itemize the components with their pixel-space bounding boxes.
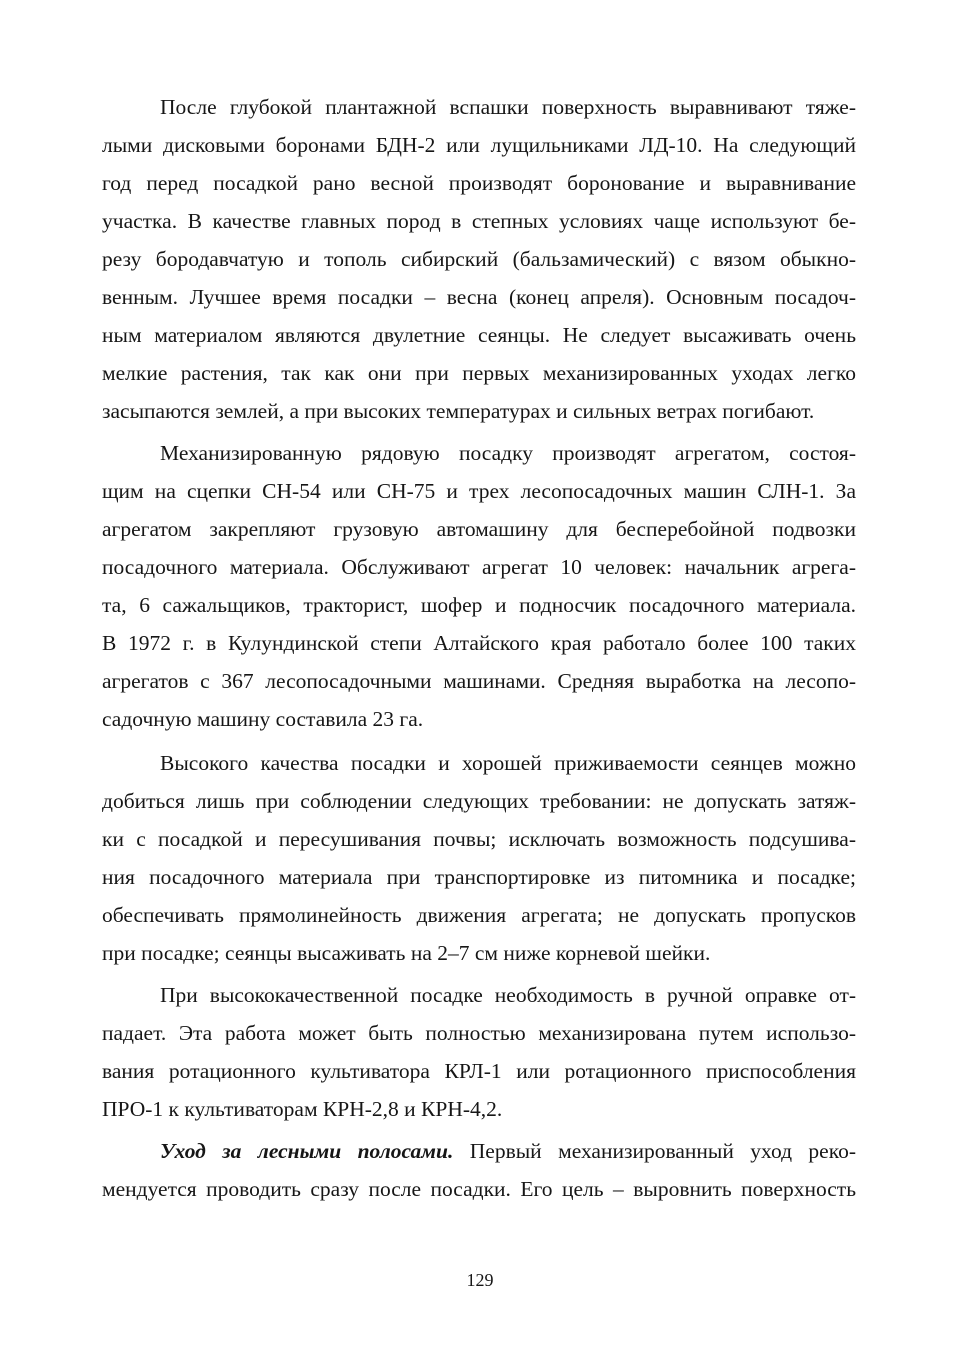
- text-line: ния посадочного материала при транспортировке из питомника и посадке;: [102, 865, 856, 889]
- text-line: посадочного материала. Обслуживают агрегат 10 человек: начальник агрега-: [102, 555, 856, 579]
- text-line: та, 6 сажальщиков, тракторист, шофер и подносчик посадочного материала.: [102, 593, 856, 617]
- text-line: агрегатов с 367 лесопосадочными машинами. Средняя выработка на лесопо-: [102, 669, 856, 693]
- text-line: агрегатом закрепляют грузовую автомашину для бесперебойной подвозки: [102, 517, 856, 541]
- text-line: Механизированную рядовую посадку производят агрегатом, состоя-: [160, 441, 856, 465]
- text-line: садочную машину составила 23 га.: [102, 707, 424, 731]
- text-line: вания ротационного культиватора КРЛ-1 или ротационного приспособления: [102, 1059, 856, 1083]
- text-line: добиться лишь при соблюдении следующих требовании: не допускать затяж-: [102, 789, 856, 813]
- text-run: Первый механизированный уход реко-: [469, 1139, 856, 1163]
- text-line: Высокого качества посадки и хорошей приживаемости сеянцев можно: [160, 751, 856, 775]
- text-line: участка. В качестве главных пород в степных условиях чаще используют бе-: [102, 209, 856, 233]
- text-line: падает. Эта работа может быть полностью механизирована путем использо-: [102, 1021, 856, 1045]
- text-line: После глубокой плантажной вспашки поверхность выравнивают тяже-: [160, 95, 856, 119]
- text-line: ПРО-1 к культиваторам КРН-2,8 и КРН-4,2.: [102, 1097, 503, 1121]
- text-line: мендуется проводить сразу после посадки. Его цель – выровнить поверхность: [102, 1177, 856, 1201]
- text-line: мелкие растения, так как они при первых механизированных уходах легко: [102, 361, 856, 385]
- text-line: [160, 1136, 856, 1166]
- text-line: год перед посадкой рано весной производят боронование и выравнивание: [102, 171, 856, 195]
- section-heading: Уход за лесными полосами.: [160, 1139, 454, 1163]
- text-line: при посадке; сеянцы высаживать на 2–7 см ниже корневой шейки.: [102, 941, 711, 965]
- text-line: ки с посадкой и пересушивания почвы; исключать возможность подсушива-: [102, 827, 856, 851]
- text-line: обеспечивать прямолинейность движения агрегата; не допускать пропусков: [102, 903, 856, 927]
- text-line: засыпаются землей, а при высоких температурах и сильных ветрах погибают.: [102, 399, 815, 423]
- text-line: венным. Лучшее время посадки – весна (конец апреля). Основным посадоч-: [102, 285, 856, 309]
- text-line: В 1972 г. в Кулундинской степи Алтайского края работало более 100 таких: [102, 631, 856, 655]
- text-line: При высококачественной посадке необходимость в ручной оправке от-: [160, 983, 856, 1007]
- text-line: ным материалом являются двулетние сеянцы. Не следует высаживать очень: [102, 323, 856, 347]
- text-line: щим на сцепки СН-54 или СН-75 и трех лесопосадочных машин СЛН-1. За: [102, 479, 856, 503]
- page-number: 129: [466, 1270, 494, 1290]
- text-line: лыми дисковыми боронами БДН-2 или лущильниками ЛД-10. На следующий: [102, 133, 856, 157]
- text-line: резу бородавчатую и тополь сибирский (бальзамический) с вязом обыкно-: [102, 247, 856, 271]
